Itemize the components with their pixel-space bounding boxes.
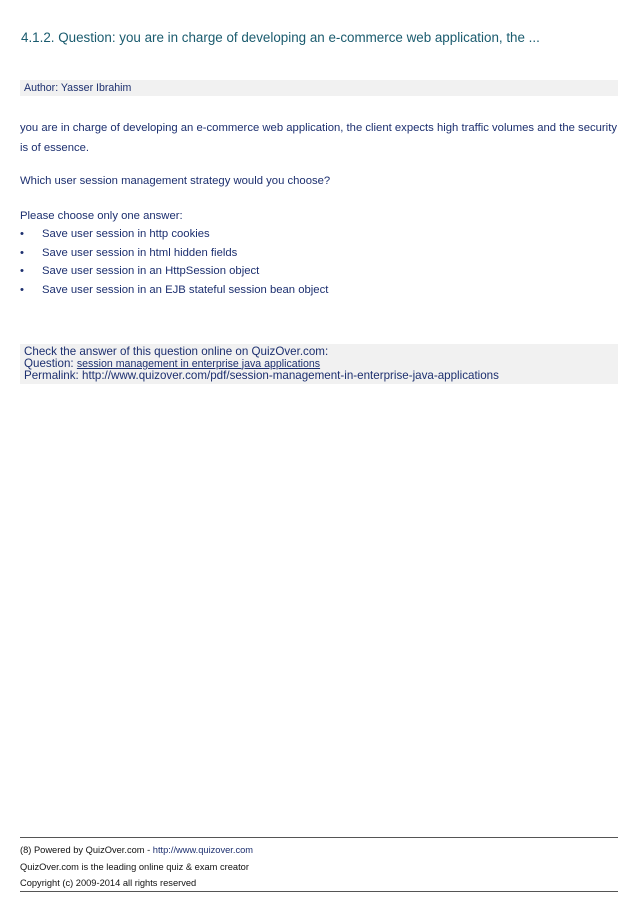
bullet-icon: •	[20, 246, 24, 259]
answer-option-label: Save user session in an EJB stateful session bean object	[42, 283, 329, 296]
bullet-icon: •	[20, 265, 24, 277]
author-label: Author: Yasser Ibrahim	[24, 82, 132, 94]
strategy-question: Which user session management strategy would you choose?	[20, 175, 331, 187]
answer-option-label: Save user session in http cookies	[42, 228, 210, 240]
answer-prompt: Please choose only one answer:	[20, 210, 183, 222]
answer-option-label: Save user session in html hidden fields	[42, 246, 238, 259]
question-link[interactable]: session management in enterprise java applications	[76, 357, 321, 370]
answer-option	[20, 225, 328, 244]
check-answer-panel	[20, 344, 618, 384]
answer-option	[20, 281, 328, 300]
footer-tagline: QuizOver.com is the leading online quiz & exam creator	[20, 861, 249, 872]
footer-divider-top	[20, 837, 618, 838]
author-bar	[20, 80, 618, 96]
page-footer	[20, 842, 253, 892]
permalink-line	[24, 370, 618, 382]
question-text: you are in charge of developing an e-commerce web application, the client expects high traffic volumes and the security is of essence.	[20, 122, 617, 154]
answer-option	[20, 262, 328, 281]
check-question-label: Question:	[24, 356, 77, 370]
answer-options-list	[20, 225, 328, 299]
footer-powered-label: (8) Powered by QuizOver.com -	[20, 845, 153, 855]
answer-option-label: Save user session in an HttpSession object	[42, 265, 260, 277]
footer-copyright: Copyright (c) 2009-2014 all rights reserved	[20, 878, 197, 888]
footer-divider-bottom	[20, 891, 618, 892]
footer-powered-line	[20, 842, 253, 859]
footer-site-link[interactable]: http://www.quizover.com	[152, 845, 254, 855]
permalink-label: Permalink:	[24, 369, 82, 383]
permalink-url[interactable]: http://www.quizover.com/pdf/session-management-in-enterprise-java-applications	[82, 369, 499, 383]
bullet-icon: •	[20, 228, 24, 240]
answer-option	[20, 244, 328, 263]
bullet-icon: •	[20, 283, 24, 296]
check-answer-intro: Check the answer of this question online on QuizOver.com:	[24, 345, 329, 358]
page-title: 4.1.2. Question: you are in charge of developing an e-commerce web application, the ...	[21, 30, 540, 45]
